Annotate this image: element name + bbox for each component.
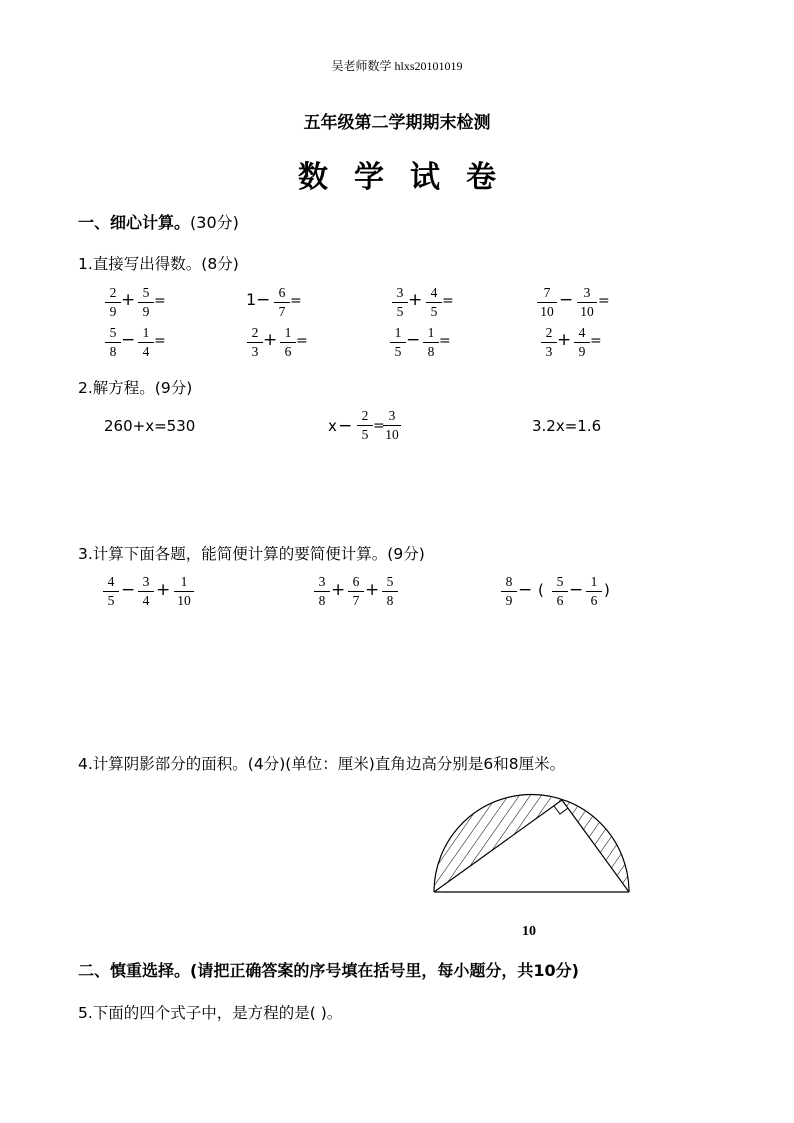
fraction: 8 9	[500, 574, 518, 609]
fraction: 6 7	[273, 285, 291, 320]
q2-equation-1: 260+x=530	[104, 417, 196, 435]
fraction: 3 10	[576, 285, 598, 320]
operator: +	[365, 580, 380, 600]
equals-sign: =	[373, 418, 385, 434]
operator: −	[559, 290, 574, 310]
equals-sign: =	[296, 333, 308, 349]
operator: −	[569, 580, 584, 600]
equals-sign: =	[598, 293, 610, 309]
q3-label: 3.计算下面各题，能简便计算的要简便计算。(9分)	[78, 545, 425, 563]
equals-sign: =	[290, 293, 302, 309]
fraction: 2 9	[104, 285, 122, 320]
fraction: 2 3	[246, 325, 264, 360]
section2-title: 二、慎重选择。	[78, 961, 191, 980]
equals-sign: =	[442, 293, 454, 309]
right-angle-mark	[554, 806, 568, 814]
variable: x	[328, 417, 337, 435]
section1-heading	[78, 210, 239, 233]
fraction: 1 8	[422, 325, 440, 360]
equals-sign: =	[154, 333, 166, 349]
operator: +	[408, 290, 423, 310]
operator: −	[406, 330, 421, 350]
operator: −	[121, 580, 136, 600]
fraction: 3 10	[382, 408, 402, 443]
operator: +	[156, 580, 171, 600]
operator: +	[331, 580, 346, 600]
section2-note: (请把正确答案的序号填在括号里，每小题分，共10分)	[190, 961, 579, 980]
fraction: 1 10	[173, 574, 195, 609]
operator: −	[518, 580, 533, 600]
fraction: 3 4	[137, 574, 155, 609]
left-paren: (	[538, 581, 544, 599]
q5-label: 5.下面的四个式子中，是方程的是( )。	[78, 1004, 343, 1022]
operator: −	[338, 416, 353, 436]
section1-score: (30分)	[190, 213, 239, 232]
fraction: 1 6	[279, 325, 297, 360]
fraction: 3 8	[313, 574, 331, 609]
q4-label: 4.计算阴影部分的面积。(4分)(单位：厘米)直角边高分别是6和8厘米。	[78, 755, 566, 773]
fraction: 4 5	[425, 285, 443, 320]
fraction: 3 5	[391, 285, 409, 320]
operator: +	[121, 290, 136, 310]
fraction: 2 5	[356, 408, 374, 443]
fraction: 4 9	[573, 325, 591, 360]
fraction: 5 8	[381, 574, 399, 609]
fraction: 2 3	[540, 325, 558, 360]
page-header: 吴老师数学 hlxs20101019	[331, 59, 463, 73]
section1-title: 一、细心计算。	[78, 213, 191, 232]
equals-sign: =	[154, 293, 166, 309]
fraction: 1 4	[137, 325, 155, 360]
diameter-label: 10	[522, 924, 536, 939]
operator: +	[557, 330, 572, 350]
exam-title: 数学试卷	[298, 160, 522, 195]
fraction: 5 6	[551, 574, 569, 609]
equals-sign: =	[590, 333, 602, 349]
fraction: 5 8	[104, 325, 122, 360]
q2-label: 2.解方程。(9分)	[78, 379, 193, 397]
triangle-leg-right	[562, 800, 629, 892]
operator: +	[263, 330, 278, 350]
fraction: 7 10	[536, 285, 558, 320]
fraction: 1 6	[585, 574, 603, 609]
fraction: 6 7	[347, 574, 365, 609]
q2-equation-3: 3.2x=1.6	[532, 417, 602, 435]
right-paren: )	[604, 581, 610, 599]
shaded-segment-left	[434, 795, 562, 892]
semicircle-figure	[420, 780, 650, 905]
section2-heading	[78, 958, 579, 981]
fraction: 5 9	[137, 285, 155, 320]
operator: −	[121, 330, 136, 350]
exam-subtitle: 五年级第二学期期末检测	[303, 113, 491, 133]
q1-label: 1.直接写出得数。(8分)	[78, 255, 239, 273]
operator: −	[256, 290, 271, 310]
whole-number: 1	[246, 290, 257, 309]
fraction: 1 5	[389, 325, 407, 360]
equals-sign: =	[439, 333, 451, 349]
fraction: 4 5	[102, 574, 120, 609]
